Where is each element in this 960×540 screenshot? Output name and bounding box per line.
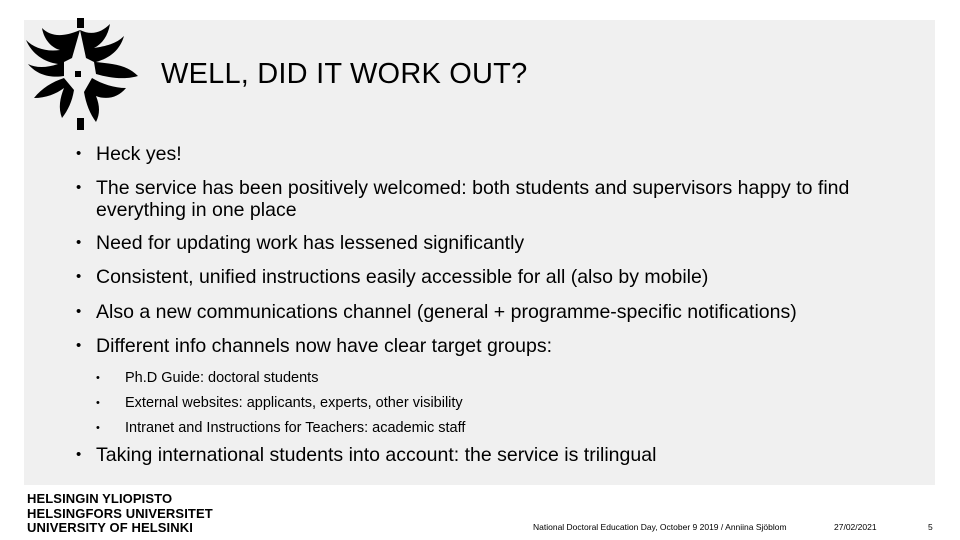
bullet-text: Taking international students into account: the service is trilingual — [96, 444, 657, 466]
bullet-dot: • — [76, 303, 82, 320]
bullet-item — [76, 335, 926, 357]
sub-bullet-dot: • — [96, 372, 100, 384]
bullet-dot: • — [76, 145, 82, 162]
footer-event: National Doctoral Education Day, October 9 2019 / Anniina Sjöblom — [533, 522, 787, 532]
bullet-item — [76, 143, 926, 165]
slide-title: WELL, DID IT WORK OUT? — [161, 58, 528, 90]
university-logo-icon — [22, 18, 142, 130]
sub-bullet-text: External websites: applicants, experts, other visibility — [125, 395, 463, 411]
sub-bullet-item — [96, 419, 796, 437]
bullet-text: Heck yes! — [96, 143, 182, 165]
university-name-fi: HELSINGIN YLIOPISTO — [27, 491, 173, 506]
bullet-dot: • — [76, 446, 82, 463]
sub-bullet-text: Ph.D Guide: doctoral students — [125, 370, 319, 386]
bullet-text: Need for updating work has lessened significantly — [96, 232, 525, 254]
bullet-item — [76, 232, 926, 254]
bullet-text: Also a new communications channel (general + programme-specific notifications) — [96, 301, 797, 323]
bullet-item — [76, 444, 926, 466]
sub-bullet-dot: • — [96, 422, 100, 434]
sub-bullet-text: Intranet and Instructions for Teachers: academic staff — [125, 420, 466, 436]
bullet-item — [76, 301, 926, 323]
bullet-dot: • — [76, 179, 82, 196]
sub-bullet-item — [96, 394, 796, 412]
university-name — [27, 492, 213, 536]
university-name-sv: HELSINGFORS UNIVERSITET — [27, 505, 213, 521]
bullet-dot: • — [76, 268, 82, 285]
bullet-item — [76, 266, 926, 288]
bullet-dot: • — [76, 337, 82, 354]
bullet-text: Different info channels now have clear target groups: — [96, 335, 552, 357]
sub-bullet-dot: • — [96, 397, 100, 409]
bullet-text: The service has been positively welcomed: both students and supervisors happy to find everything in one place — [96, 177, 850, 221]
sub-bullet-item — [96, 369, 796, 387]
footer-date: 27/02/2021 — [834, 522, 877, 532]
bullet-item — [76, 177, 926, 221]
bullet-text: Consistent, unified instructions easily accessible for all (also by mobile) — [96, 266, 709, 288]
university-name-en: UNIVERSITY OF HELSINKI — [27, 520, 193, 535]
footer-page-number: 5 — [928, 522, 933, 532]
bullet-dot: • — [76, 234, 82, 251]
